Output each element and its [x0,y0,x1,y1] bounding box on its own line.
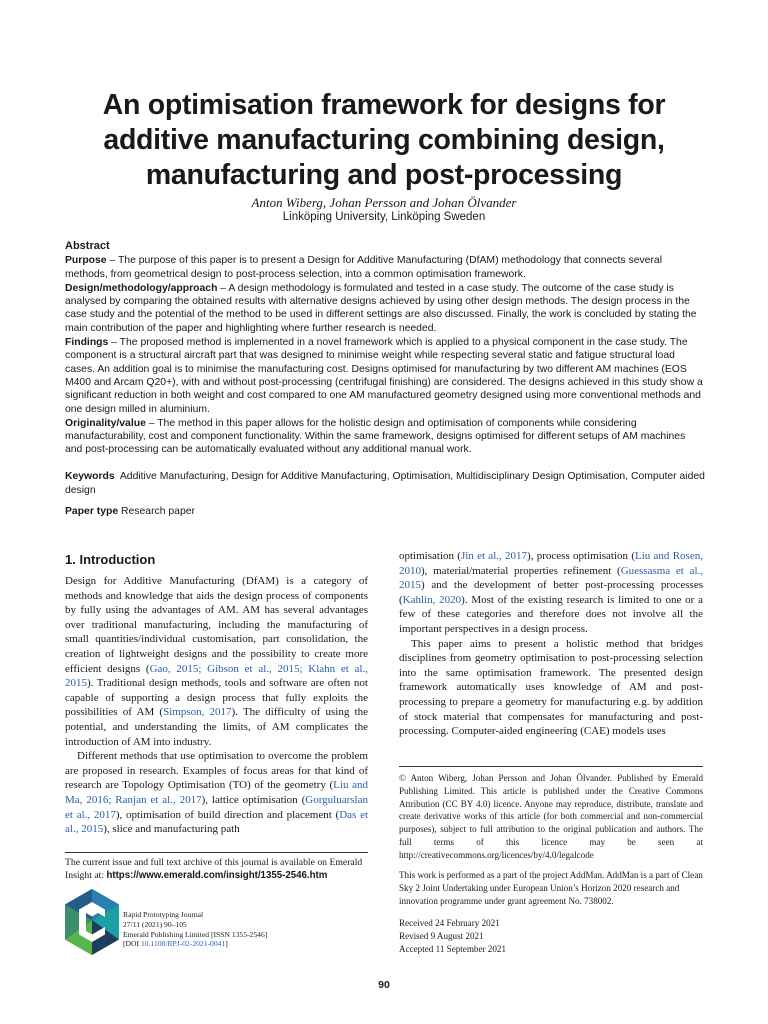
copyright-notice: © Anton Wiberg, Johan Persson and Johan Ölvander. Published by Emerald Publishing Limited. This article is published under the Creative Commons Attribution (CC BY 4.0) licence. Anyone may reproduce, distribute, translate and create derivative works of this article (for both commercial and non-commercial purposes), subject to full attribution to the original publication and authors. The full terms of this licence may be seen at http://creativecommons.org/licences/by/4.0/legalcode [399,773,703,860]
footnote-text: The current issue and full text archive of this journal is available on Emerald Insight at: [65,857,363,881]
findings-label: Findings [65,337,109,349]
abstract-purpose [65,254,705,281]
originality-label: Originality/value [65,417,146,429]
text-run: ), slice and manufacturing path [103,823,240,836]
text-run: ), lattice optimisation ( [201,793,306,806]
affiliation: Linköping University, Linköping Sweden [282,211,486,223]
project-note: This work is performed as a part of the project AddMan. AddMan is a part of Clean Sky 2 Joint Undertaking under European Union’s Horizon 2020 research and innovation programme under grant agreement No. 738002. [399,870,703,906]
design-label: Design/methodology/approach [65,282,218,294]
text-run: ). The difficulty of using the potential, and understanding the limits, of AM complicates the introduction of AM into industry. [65,706,368,748]
intro-paragraph-1 [65,574,368,749]
text-run: ). Most of the existing research is limited to one or a few of these categories and therefore does not involve all the important perspectives in a design process. [399,593,703,635]
intro-paragraph-2 [65,749,368,837]
abstract [65,240,705,458]
citation-link[interactable]: Simpson, 2017 [163,706,232,719]
paper-type-label: Paper type [65,506,119,517]
citation-link[interactable]: Guessasma et al., 2015 [399,564,704,592]
text-run: ) and the development of better post-processing processes ( [399,579,703,606]
paper-type-text: Research paper [121,506,195,517]
abstract-findings [65,336,705,416]
intro-paragraph-4: This paper aims to present a holistic method that bridges disciplines from geometry optimisation to post-processing selection into the same optimisation framework. The presented design framework automatically uses knowledge of AM and post-processing to prepare a geometry for manufacturing e.g. by addition of stock material that compensates for manufacturing and post-processing. Computer-aided engineering (CAE) models uses [399,637,703,738]
journal-footnote [65,857,368,882]
right-column [399,549,703,739]
title-line-3: manufacturing and post-processing [145,159,623,191]
keywords [65,470,705,498]
accepted-date: Accepted 11 September 2021 [399,943,506,954]
citation-link[interactable]: Das et al., 2015 [65,808,369,836]
text-run: ), process optimisation ( [527,550,635,562]
abstract-design [65,282,705,335]
purpose-label: Purpose [65,255,107,267]
citation-link[interactable]: Kahlin, 2020 [402,593,462,606]
text-run: ), optimisation of build direction and placement ( [115,808,340,821]
originality-text: – The method in this paper allows for the holistic design and optimisation of components while considering manufacturability, cost and component functionality. Within the same framework, designs optimised for different setups of AM machines and post-processing can be automatically evaluated without any additional manual work. [65,417,686,456]
text-run: ), material/material properties refinement ( [421,564,621,577]
journal-url-link[interactable]: https://www.emerald.com/insight/1355-2546.htm [106,869,328,881]
keywords-text: Additive Manufacturing, Design for Additive Manufacturing, Optimisation, Multidisciplinary Design Optimisation, Computer aided design [65,471,705,496]
design-text: – A design methodology is formulated and tested in a case study. The outcome of the case study is analysed by comparing the obtained results with alternative designs achieved by using other design methods. The design process in the case study and the potential of the method to be used in different settings are also discussed. Finally, the work is concluded by stating the main contribution of the paper and highlighting where further research is needed. [65,282,697,334]
citation-link[interactable]: Gao, 2015; Gibson et al., 2015; Klahn et al., 2015 [65,662,368,690]
authors: Anton Wiberg, Johan Persson and Johan Ölvander [251,195,517,210]
text-run: optimisation ( [399,550,461,562]
doi-link[interactable]: 10.1108/RPJ-02-2021-0041 [140,939,226,949]
paper-type [65,506,195,517]
abstract-heading: Abstract [65,240,110,252]
findings-text: – The proposed method is implemented in a novel framework which is applied to a physical component in the case study. The component is a structural aircraft part that was designed to minimise weight while respecting several static and fatigue structural load cases. An addition goal is to minimise the manufacturing cost. Designs optimised for manufacturing by two different AM machines (EOS M400 and Arcam Q20+), with and without post-processing (centrifugal finishing) are considered. The designs achieved in this study show a significant reduction in both weight and cost compared to one AM manufactured geometry designed using more conventional methods and one design milled in aluminium. [65,337,703,415]
journal-volume: 27/11 (2021) 90–105 [123,919,187,929]
title-line-2: additive manufacturing combining design, [103,124,665,156]
doi-prefix: [DOI [123,939,141,949]
journal-doi [123,939,267,949]
paper-title [40,88,728,193]
citation-link[interactable]: Liu and Ma, 2016; Ranjan et al., 2017 [65,779,368,806]
left-column [65,574,368,837]
copyright-divider [399,766,703,767]
keywords-label: Keywords [65,471,115,482]
text-run: ). Traditional design methods, tools and software are often not capable of supporting a design process that fully exploits the possibilities of AM ( [65,677,368,719]
journal-name: Rapid Prototyping Journal [123,910,204,919]
revised-date: Revised 9 August 2021 [399,930,484,941]
article-dates [399,917,506,955]
page-number: 90 [378,979,390,991]
text-run: Different methods that use optimisation to overcome the problem are proposed in research. Examples of focus areas for that kind of research are Topology Optimisation (TO) of the geometry ( [65,750,368,792]
footnote-divider [65,852,368,853]
citation-link[interactable]: Jin et al., 2017 [460,550,528,562]
section-heading-introduction: 1. Introduction [65,552,156,567]
citation-link[interactable]: Liu and Rosen, 2010 [399,550,703,577]
citation-link[interactable]: Gorguluarslan et al., 2017 [65,793,368,821]
text-run: Design for Additive Manufacturing (DfAM) is a category of methods and knowledge that aids the design process of components by fully using the advantages of AM. AM has several advantages over traditional manufacturing, including the manufacturing of small quantities/individual customisation, part consolidation, the creation of lightweight designs and the possibility to create more efficient designs ( [65,575,368,675]
doi-suffix: ] [225,939,228,949]
intro-paragraph-3 [399,549,703,637]
title-line-1: An optimisation framework for designs for [102,89,666,121]
journal-publisher: Emerald Publishing Limited [ISSN 1355-2546] [123,929,268,939]
journal-info [123,910,267,949]
purpose-text: – The purpose of this paper is to present a Design for Additive Manufacturing (DfAM) methodology that connects several methods, from geometrical design to post-process selection, into a common optimisation framework. [65,255,663,280]
received-date: Received 24 February 2021 [399,918,500,928]
emerald-logo-icon [63,888,121,956]
abstract-originality [65,417,705,457]
